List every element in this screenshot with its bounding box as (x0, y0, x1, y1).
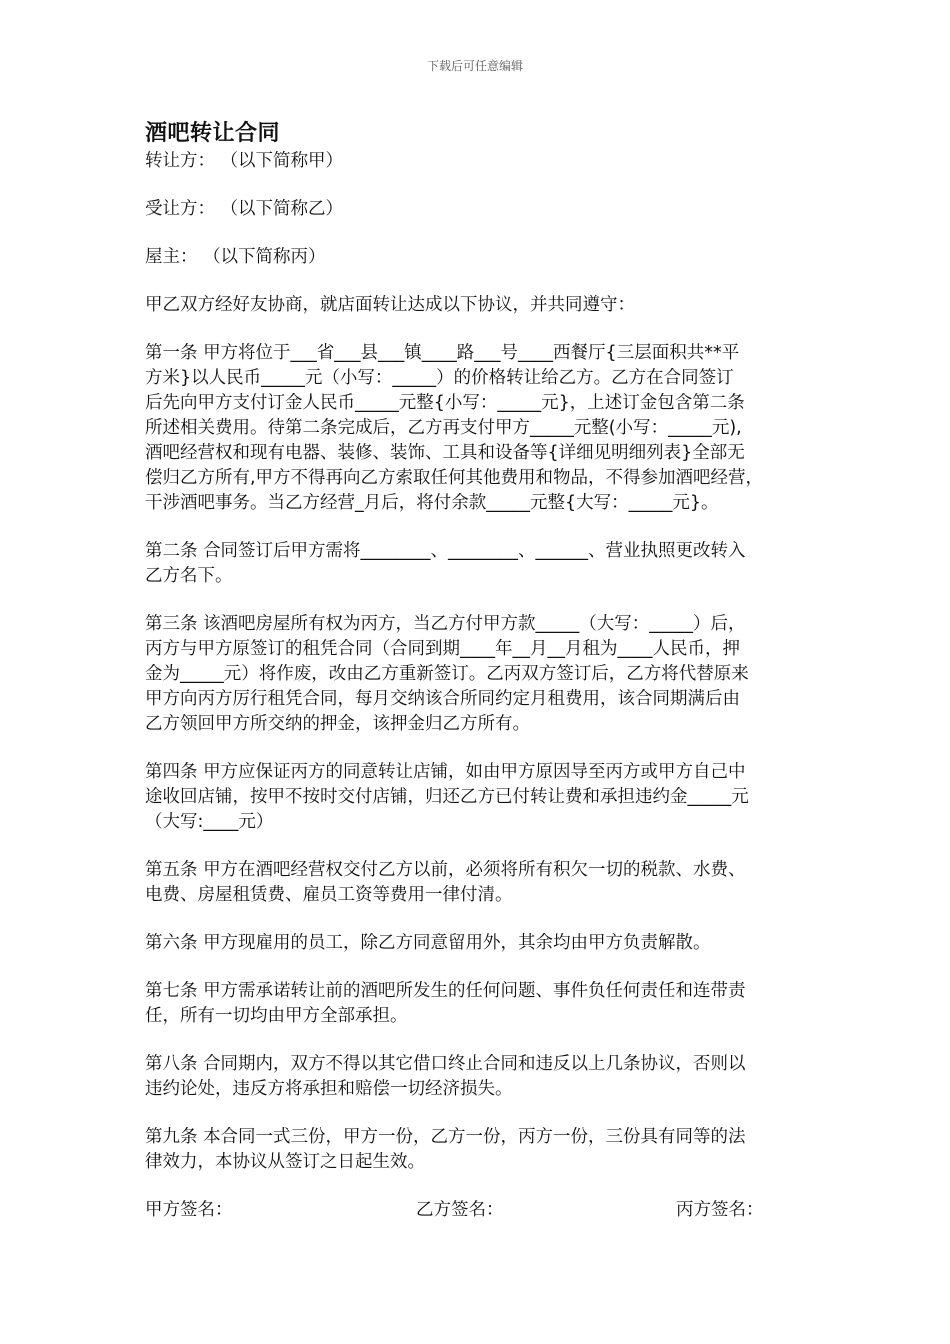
clause-line: 电费、房屋租赁费、雇员工资等费用一律付清。 (145, 885, 513, 905)
party-transferee: 受让方： （以下简称乙） (145, 199, 344, 219)
clause-line: 第五条 甲方在酒吧经营权交付乙方以前，必须将所有积欠一切的税款、水费、 (145, 860, 746, 880)
signature-party-c: 丙方签名： (676, 1200, 764, 1220)
clause-6 (145, 931, 815, 956)
signature-party-b: 乙方签名： (416, 1200, 504, 1220)
party-landlord: 屋主： （以下简称丙） (145, 247, 326, 267)
clause-line: （大写:____元） (145, 812, 274, 832)
party-transferor: 转让方： （以下简称甲） (145, 151, 344, 171)
clause-1 (145, 341, 815, 516)
clause-line: 律效力，本协议从签订之日起生效。 (145, 1152, 425, 1172)
clause-line: 第八条 合同期内，双方不得以其它借口终止合同和违反以上几条协议，否则以 (145, 1054, 746, 1074)
clause-2 (145, 539, 815, 589)
page-header-note: 下载后可任意编辑 (426, 59, 523, 73)
clause-4 (145, 760, 815, 835)
clause-line: 第一条 甲方将位于___省___县___镇____路___号____西餐厅{三层面积共**平 (145, 343, 740, 363)
clause-line: 第二条 合同签订后甲方需将________、________、______、营业执照更改转入 (145, 541, 746, 561)
clause-7 (145, 979, 815, 1029)
clause-line: 第七条 甲方需承诺转让前的酒吧所发生的任何问题、事件负任何责任和连带责 (145, 981, 746, 1001)
clause-line: 乙方名下。 (145, 566, 233, 586)
clause-line: 第九条 本合同一式三份，甲方一份，乙方一份，丙方一份，三份具有同等的法 (145, 1127, 746, 1147)
clause-9 (145, 1125, 815, 1175)
contract-body (145, 119, 815, 1223)
clause-line: 所述相关费用。待第二条完成后，乙方再支付甲方_____元整(小写：_____元), (145, 418, 742, 438)
signature-party-a: 甲方签名： (145, 1200, 233, 1220)
signature-row (145, 1198, 815, 1223)
clause-line: 甲方向丙方厉行租凭合同，每月交纳该合所同约定月租费用，该合同期满后由 (145, 689, 740, 709)
preamble: 甲乙双方经好友协商，就店面转让达成以下协议，并共同遵守： (145, 295, 635, 315)
clause-line: 丙方与甲方原签订的租凭合同（合同到期____年__月__月租为____人民币，押 (145, 639, 740, 659)
clause-line: 途收回店铺，按甲不按时交付店铺，归还乙方已付转让费和承担违约金_____元 (145, 787, 749, 807)
clause-line: 后先向甲方支付订金人民币_____元整{小写：_____元}，上述订金包含第二条 (145, 393, 745, 413)
clause-line: 第四条 甲方应保证丙方的同意转让店铺，如由甲方原因导至丙方或甲方自己中 (145, 762, 746, 782)
clause-line: 违约论处，违反方将承担和赔偿一切经济损失。 (145, 1079, 513, 1099)
clause-line: 方米}以人民币_____元（小写：_____）的价格转让给乙方。乙方在合同签订 (145, 368, 734, 388)
clause-8 (145, 1052, 815, 1102)
document-title: 酒吧转让合同 (145, 121, 281, 146)
clause-line: 第三条 该酒吧房屋所有权为丙方，当乙方付甲方款_____（大写：_____）后， (145, 614, 746, 634)
clause-line: 金为_____元）将作废，改由乙方重新签订。乙丙双方签订后，乙方将代替原来 (145, 664, 749, 684)
clause-line: 干涉酒吧事务。当乙方经营_月后，将付余款_____元整{大写：_____元}。 (145, 493, 719, 513)
clause-line: 第六条 甲方现雇用的员工，除乙方同意留用外，其余均由甲方负责解散。 (145, 933, 711, 953)
clause-line: 偿归乙方所有,甲方不得再向乙方索取任何其他费用和物品，不得参加酒吧经营， (145, 468, 764, 488)
clause-3 (145, 612, 815, 737)
clause-line: 乙方领回甲方所交纳的押金，该押金归乙方所有。 (145, 714, 530, 734)
clause-line: 任，所有一切均由甲方全部承担。 (145, 1006, 408, 1026)
clause-5 (145, 858, 815, 908)
clause-line: 酒吧经营权和现有电器、装修、装饰、工具和设备等{详细见明细列表}全部无 (145, 443, 745, 463)
